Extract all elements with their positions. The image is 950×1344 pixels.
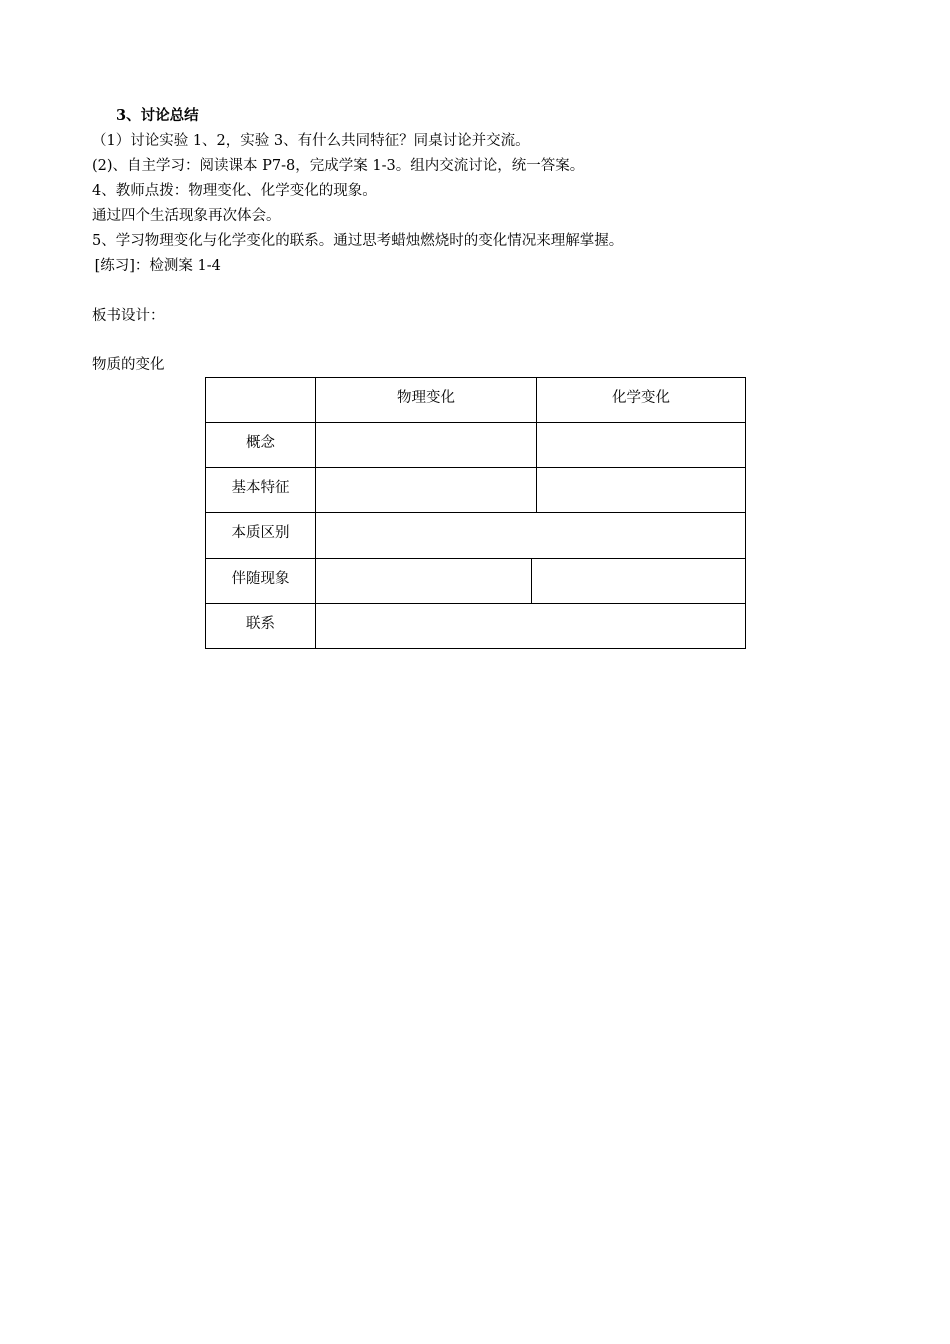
table-cell-split [316,558,746,603]
cell-divider [531,559,532,603]
table-cell [537,423,746,468]
paragraph-3: 4、教师点拨：物理变化、化学变化的现象。 [92,183,377,199]
table-header-row [206,378,746,423]
table-title: 物质的变化 [92,357,165,373]
table-cell-merged [316,603,746,648]
row-label-basic-features: 基本特征 [206,468,316,513]
comparison-table [205,377,746,649]
paragraph-2: (2)、自主学习：阅读课本 P7-8，完成学案 1-3。组内交流讨论，统一答案。 [92,158,585,174]
paragraph-1: （1）讨论实验 1、2，实验 3、有什么共同特征？同桌讨论并交流。 [92,133,530,149]
header-chemical-change: 化学变化 [537,378,746,423]
section-heading: 3、讨论总结 [116,107,199,124]
table-cell [316,423,537,468]
table-cell [316,468,537,513]
table-cell-merged [316,513,746,558]
table-row [206,603,746,648]
table-row [206,468,746,513]
table-row [206,423,746,468]
table-row [206,513,746,558]
header-physical-change: 物理变化 [316,378,537,423]
row-label-accompanying-phenomena: 伴随现象 [206,558,316,603]
table-row [206,558,746,603]
row-label-essential-difference: 本质区别 [206,513,316,558]
exercise-line: [练习]：检测案 1-4 [90,258,221,274]
paragraph-4: 通过四个生活现象再次体会。 [92,208,281,224]
table-cell [537,468,746,513]
row-label-concept: 概念 [206,423,316,468]
row-label-connection: 联系 [206,603,316,648]
paragraph-5: 5、学习物理变化与化学变化的联系。通过思考蜡烛燃烧时的变化情况来理解掌握。 [92,233,624,249]
header-corner-cell [206,378,316,423]
board-design-label: 板书设计： [92,308,165,324]
